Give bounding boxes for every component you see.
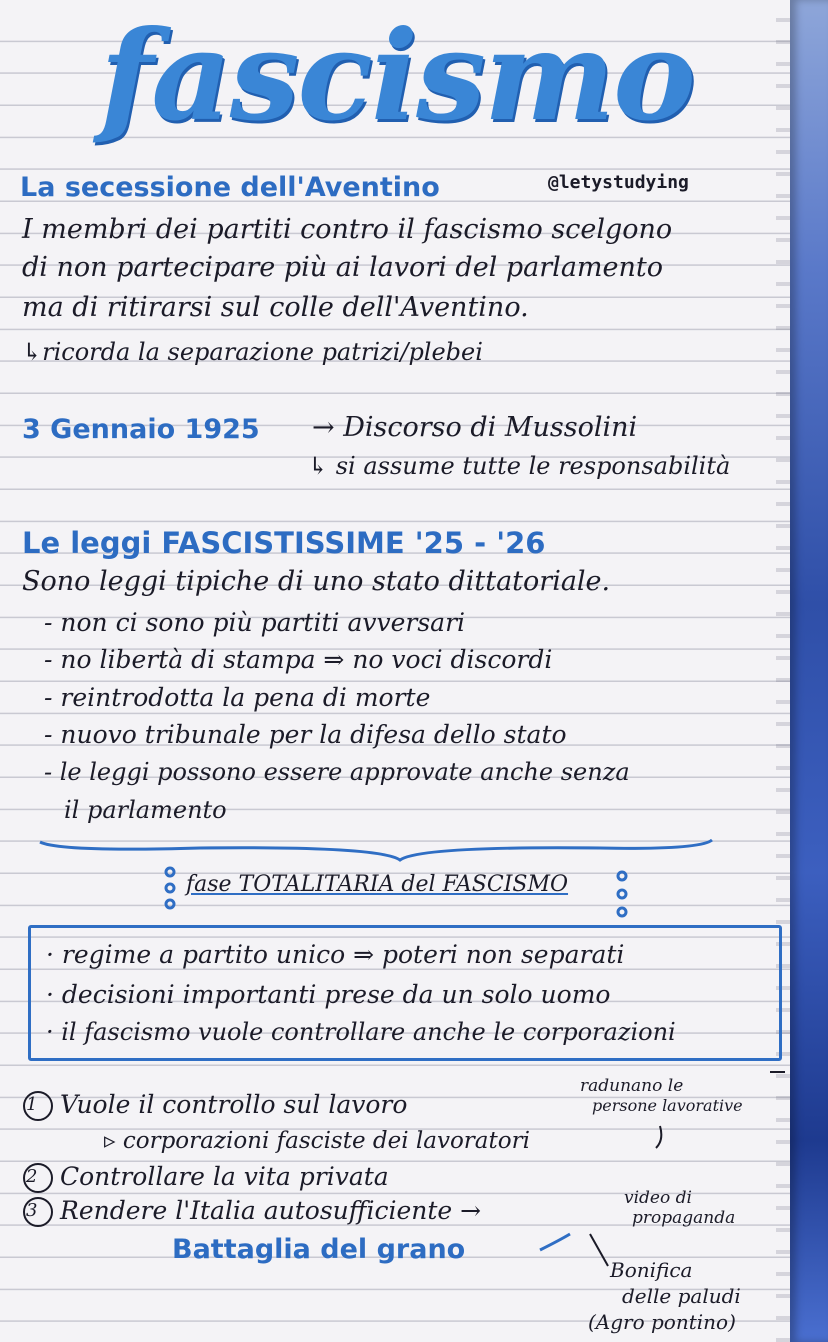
goal-number: 2 — [26, 1166, 38, 1187]
author-handle: @letystudying — [548, 172, 689, 193]
aventino-line: ma di ritirarsi sul colle dell'Aventino. — [22, 292, 529, 323]
page-title: fascismo — [100, 4, 694, 149]
fase-dots-left — [166, 868, 174, 908]
goal-item: Controllare la vita privata — [60, 1162, 389, 1191]
date-heading: 3 Gennaio 1925 — [22, 414, 260, 445]
fase-box-item: · decisioni importanti prese da un solo uomo — [46, 980, 611, 1009]
goal-number: 1 — [26, 1094, 38, 1115]
goal-item: Rendere l'Italia autosufficiente → — [60, 1196, 482, 1225]
fase-dots-right — [618, 872, 626, 916]
bonifica-note: (Agro pontino) — [588, 1310, 736, 1334]
leggi-item: - no libertà di stampa ⇒ no voci discordi — [44, 645, 553, 674]
brace-mark — [40, 840, 712, 860]
fase-box-item: · il fascismo vuole controllare anche le corporazioni — [46, 1018, 676, 1046]
battaglia-grano: Battaglia del grano — [172, 1234, 466, 1265]
leggi-item: - le leggi possono essere approvate anche senza — [44, 758, 630, 786]
bonifica-note: delle paludi — [622, 1284, 741, 1308]
date-event: → Discorso di Mussolini — [312, 412, 638, 443]
aventino-line: di non partecipare più ai lavori del parlamento — [22, 252, 663, 283]
number-circles — [24, 1092, 52, 1226]
goal-number: 3 — [26, 1200, 38, 1221]
leggi-item: - nuovo tribunale per la difesa dello stato — [44, 720, 567, 749]
side-note: video di — [624, 1188, 692, 1208]
bonifica-note: Bonifica — [610, 1258, 693, 1282]
aventino-heading: La secessione dell'Aventino — [20, 172, 440, 203]
leggi-heading: Le leggi FASCISTISSIME '25 - '26 — [22, 526, 546, 560]
leggi-intro: Sono leggi tipiche di uno stato dittatoriale. — [22, 566, 611, 597]
fase-heading: fase TOTALITARIA del FASCISMO — [186, 872, 569, 897]
aventino-line: I membri dei partiti contro il fascismo scelgono — [22, 214, 673, 245]
date-note: ↳ si assume tutte le responsabilità — [308, 452, 731, 480]
leggi-item: - non ci sono più partiti avversari — [44, 608, 466, 637]
leggi-item: il parlamento — [64, 796, 227, 824]
leggi-item: - reintrodotta la pena di morte — [44, 683, 431, 712]
side-note: radunano le — [580, 1076, 684, 1096]
side-note: persone lavorative — [592, 1096, 743, 1115]
goal-subitem: ▹ corporazioni fasciste dei lavoratori — [104, 1128, 530, 1154]
fase-box-item: · regime a partito unico ⇒ poteri non separati — [46, 940, 625, 969]
aventino-line: ↳ricorda la separazione patrizi/plebei — [22, 338, 483, 366]
side-note: propaganda — [632, 1208, 736, 1228]
goal-item: Vuole il controllo sul lavoro — [60, 1090, 408, 1119]
